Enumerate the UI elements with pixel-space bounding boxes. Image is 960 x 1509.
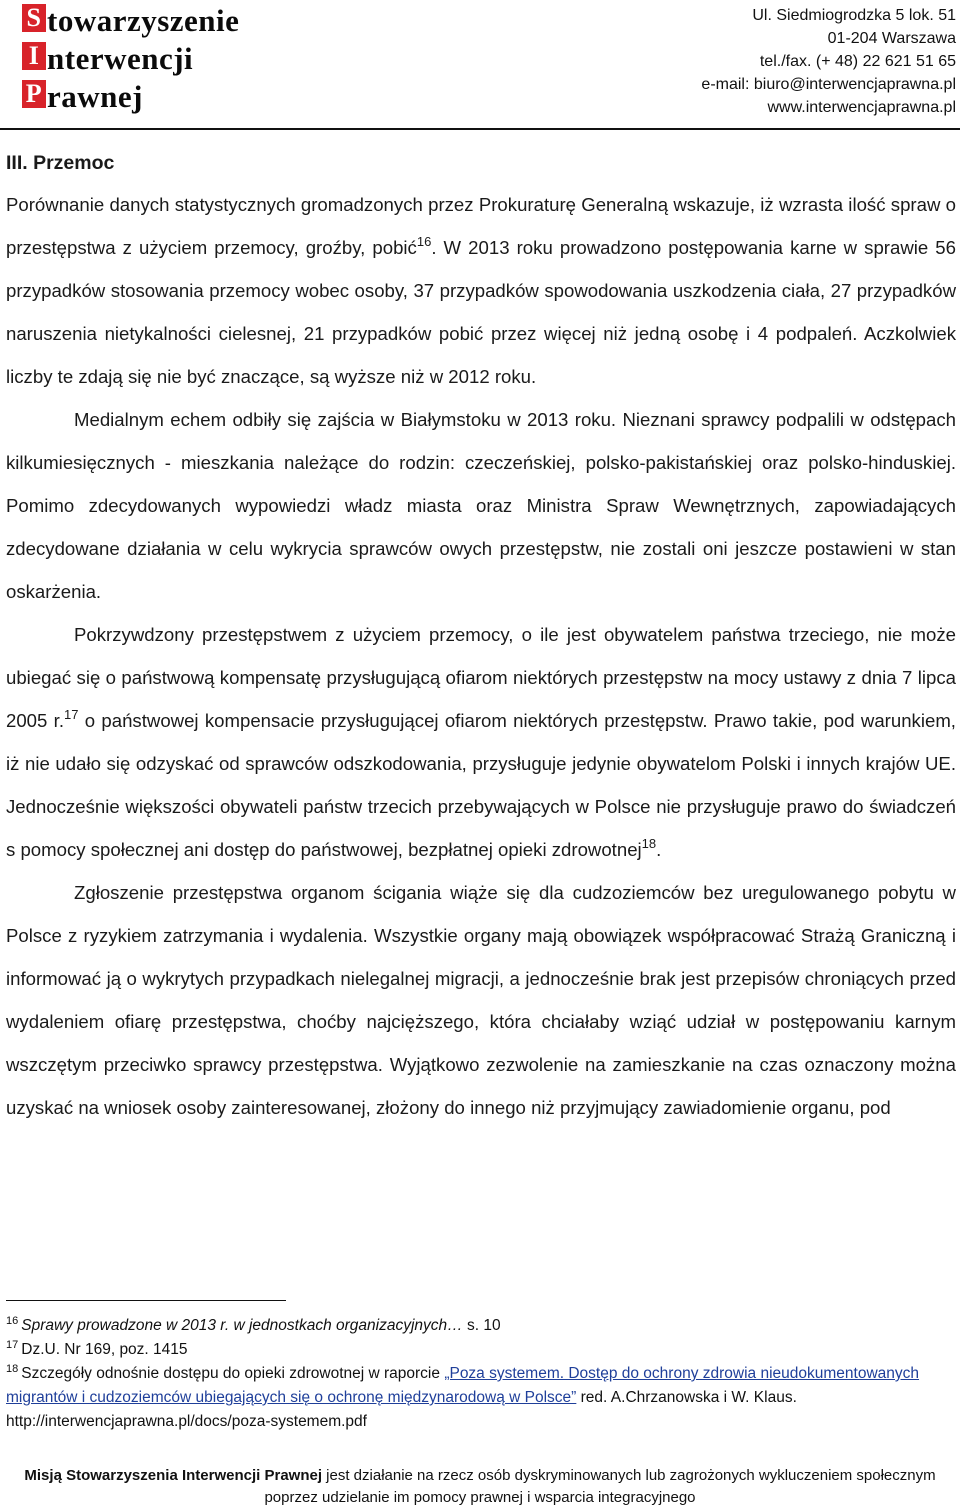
- paragraph-bialystok: Medialnym echem odbiły się zajścia w Białymstoku w 2013 roku. Nieznani sprawcy podpalili w odstępach kilkumiesięcznych - mieszkania należące do rodzin: czeczeńskiej, polsko-pakistańskiej oraz polsko-hinduskiej. Pomimo zdecydowanych wypowiedzi władz miasta oraz Ministra Spraw Wewnętrznych, zapowiadających zdecydowane działania w celu wykrycia sprawców owych przestępstw, nie zostali oni jeszcze postawieni w stan oskarżenia.: [6, 409, 956, 602]
- paragraph-reporting: Zgłoszenie przestępstwa organom ścigania wiąże się dla cudzoziemców bez uregulowanego pobytu w Polsce z ryzykiem zatrzymania i wydalenia. Wszystkie organy mają obowiązek współpracować Strażą Graniczną i informować ją o wykrytych przypadkach nielegalnej migracji, a jednocześnie brak jest przepisów chroniących przed wydaleniem ofiarę przestępstwa, choćby najcięższego, która chciałaby wziąć udział w postępowaniu karnym wszczętym przeciwko sprawcy przestępstwa. Wyjątkowo zezwolenie na zamieszkanie na czas oznaczony można uzyskać na wniosek osoby zainteresowanej, złożony do innego niż przyjmujący zawiadomienie organu, pod: [6, 882, 956, 1118]
- footnote-18: [6, 1362, 954, 1434]
- mission-footer: [0, 1465, 960, 1509]
- header-divider: [0, 128, 960, 130]
- logo-line-stowarzyszenie: [22, 4, 239, 38]
- paragraph-compensation: [6, 613, 956, 871]
- paragraph-statistics-text-1: Porównanie danych statystycznych gromadzonych przez Prokuraturę Generalną wskazuje, iż wzrasta ilość spraw o przestępstwa z użyciem przemocy, groźby, pobić: [6, 194, 956, 258]
- contact-phone: tel./fax. (+ 48) 22 621 51 65: [759, 53, 956, 70]
- footnote-16: [6, 1314, 954, 1338]
- paragraph-statistics-text-2: . W 2013 roku prowadzono postępowania karne w sprawie 56 przypadków stosowania przemocy wobec osoby, 37 przypadków spowodowania uszkodzenia ciała, 27 przypadków naruszenia nietykalności cielesnej, 21 przypadków pobić przez więcej niż jedną osobę i 4 podpaleń. Aczkolwiek liczby te zdają się nie być znaczące, są wyższe niż w 2012 roku.: [6, 237, 956, 387]
- contact-postal: 01-204 Warszawa: [827, 30, 956, 47]
- footnote-ref-16[interactable]: 16: [416, 234, 432, 249]
- contact-address: Ul. Siedmiogrodzka 5 lok. 51: [752, 7, 956, 24]
- footnote-16-page: s. 10: [462, 1317, 501, 1334]
- footnote-ref-17[interactable]: 17: [64, 707, 79, 722]
- paragraph-compensation-text-2: o państwowej kompensacie przysługującej ofiarom niektórych przestępstw. Prawo takie, pod warunkiem, iż nie udało się odzyskać od sprawców odszkodowania, przysługuje jedynie obywatelom Polski i innych krajów UE. Jednocześnie większości obywateli państw trzecich przebywających w Polsce nie przysługuje prawo do świadczeń s pomocy społecznej ani dostęp do państwowej, bezpłatnej opieki zdrowotnej: [6, 710, 956, 860]
- organization-logo: [22, 4, 312, 114]
- logo-word-stowarzyszenie: towarzyszenie: [47, 3, 240, 38]
- report-link[interactable]: „Poza systemem. Dostęp do ochrony zdrowia nieudokumentowanych migrantów i cudzoziemców ubiegających się o ochronę międzynarodową w Polsce”: [6, 1365, 920, 1406]
- logo-line-interwencji: [22, 42, 193, 76]
- footnote-number-18: 18: [6, 1363, 19, 1375]
- footnote-number-17: 17: [6, 1339, 19, 1351]
- logo-word-prawnej: rawnej: [47, 79, 143, 114]
- paragraph-compensation-text-1: Pokrzywdzony przestępstwem z użyciem przemocy, o ile jest obywatelem państwa trzeciego, nie może ubiegać się o państwową kompensatę przysługującą ofiarom niektórych przestępstw na mocy ustawy z dnia 7 lipca 2005 r.: [6, 624, 956, 731]
- paragraph-statistics: [6, 183, 956, 398]
- logo-line-prawnej: [22, 80, 143, 114]
- footer-mission-text: jest działanie na rzecz osób dyskryminowanych lub zagrożonych wykluczeniem społecznym poprzez udzielanie im pomocy prawnej i wsparcia integracyjnego: [264, 1467, 936, 1506]
- paragraph-compensation-text-3: .: [656, 839, 662, 860]
- logo-initial-s: S: [22, 4, 46, 32]
- document-body: [6, 143, 956, 1129]
- footnote-16-title: Sprawy prowadzone w 2013 r. w jednostkach organizacyjnych…: [21, 1317, 463, 1334]
- footnote-17-text: Dz.U. Nr 169, poz. 1415: [21, 1341, 188, 1358]
- footnotes: [6, 1314, 954, 1434]
- logo-initial-i: I: [22, 42, 46, 70]
- footnote-18-prefix: Szczegóły odnośnie dostępu do opieki zdrowotnej w raporcie: [21, 1365, 445, 1382]
- footer-mission-bold: Misją Stowarzyszenia Interwencji Prawnej: [24, 1467, 322, 1484]
- contact-email[interactable]: e-mail: biuro@interwencjaprawna.pl: [701, 76, 956, 93]
- footnote-divider: [6, 1300, 286, 1301]
- footnote-ref-18[interactable]: 18: [641, 836, 657, 851]
- logo-word-interwencji: nterwencji: [47, 41, 194, 76]
- logo-initial-p: P: [22, 80, 46, 108]
- contact-block: [701, 4, 956, 119]
- footnote-18-suffix: red. A.Chrzanowska i W. Klaus. http://interwencjaprawna.pl/docs/poza-systemem.pdf: [6, 1389, 797, 1430]
- footnote-17: [6, 1338, 954, 1362]
- section-title: III. Przemoc: [6, 152, 115, 174]
- footnote-number-16: 16: [6, 1315, 19, 1327]
- contact-website[interactable]: www.interwencjaprawna.pl: [767, 99, 956, 116]
